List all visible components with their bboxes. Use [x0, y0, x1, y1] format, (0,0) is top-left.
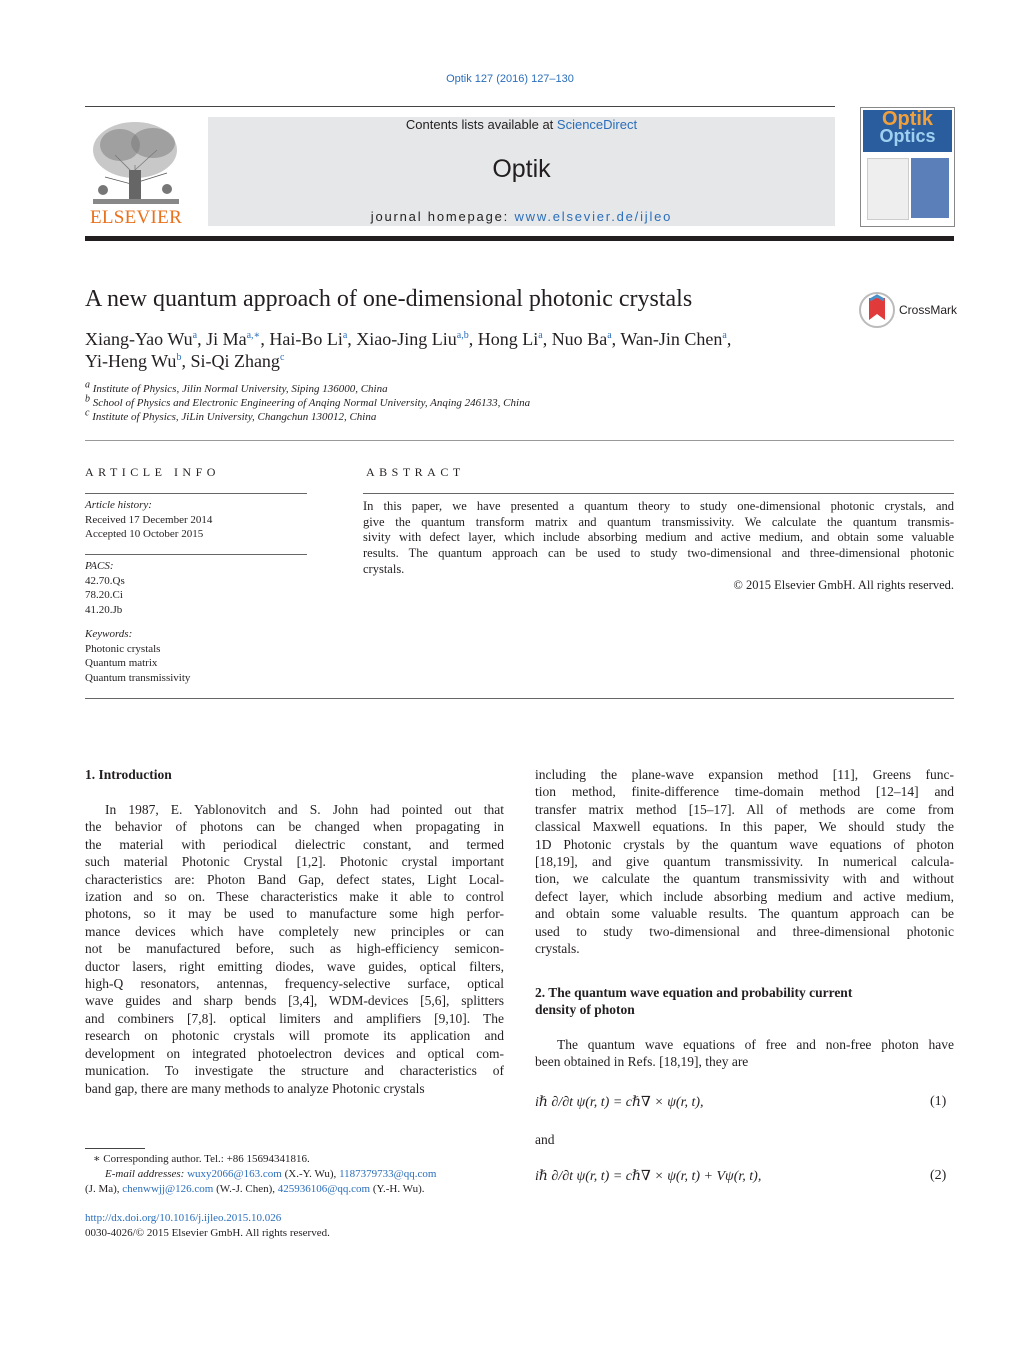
received-date: Received 17 December 2014	[85, 513, 213, 526]
abstract-line: results. The quantum approach can be used to study two-dimensional and three-dimensional photonic	[363, 546, 954, 561]
affiliation-sup: c	[85, 407, 90, 419]
doi-link[interactable]: http://dx.doi.org/10.1016/j.ijleo.2015.10.026	[85, 1212, 282, 1224]
text-line: tion method, finite-difference time-domain method [12–14] and	[535, 784, 954, 800]
affiliation	[85, 379, 388, 395]
abstract-line: sivity with defect layer, which include absorbing medium and active medium, and obtain some valuable	[363, 530, 954, 545]
sciencedirect-link[interactable]: ScienceDirect	[556, 117, 638, 132]
cover-blue-panel	[911, 158, 949, 218]
contents-line	[208, 117, 835, 132]
abstract-copyright: © 2015 Elsevier GmbH. All rights reserved.	[733, 577, 954, 592]
info-rule	[85, 493, 307, 494]
email-owner: (W.-J. Chen),	[216, 1183, 275, 1195]
email-label: E-mail addresses:	[105, 1168, 185, 1180]
article-title: A new quantum approach of one-dimensional photonic crystals	[85, 286, 693, 312]
journal-header-box	[208, 117, 835, 226]
equation-2-number: (2)	[930, 1168, 947, 1183]
keywords-block	[85, 627, 190, 685]
email-link[interactable]: wuxy2066@163.com	[187, 1168, 282, 1180]
author-sup[interactable]: a	[722, 330, 727, 341]
accepted-date: Accepted 10 October 2015	[85, 528, 204, 540]
journal-name: Optik	[492, 155, 551, 183]
pacs-label: PACS:	[85, 560, 114, 572]
sec2-line: The quantum wave equations of free and non-free photon have	[557, 1037, 954, 1052]
author-name: Si-Qi Zhang	[190, 351, 280, 371]
affiliation-text: Institute of Physics, Jilin Normal University, Siping 136000, China	[92, 383, 388, 395]
affiliation-text: School of Physics and Electronic Engineering of Anqing Normal University, Anqing 246133, China	[92, 397, 531, 409]
section-2-heading-line1: 2. The quantum wave equation and probability current	[535, 985, 853, 1000]
author-name: Wan-Jin Chen	[620, 329, 723, 349]
history-label: Article history:	[85, 499, 152, 511]
abstract-rule	[363, 493, 954, 494]
text-line: wave guides and sharp bends [3,4], WDM-devices [5,6], splitters	[85, 993, 504, 1009]
author-name: Xiang-Yao Wu	[85, 329, 193, 349]
affiliation-sup: b	[85, 393, 90, 405]
affiliation	[85, 393, 531, 409]
text-line: ductor lasers, right emitting diodes, wave guides, optical filters,	[85, 958, 504, 974]
text-line: defect layer, which include absorbing medium and active medium,	[535, 888, 954, 904]
text-line: such material Photonic Crystal [1,2]. Photonic crystal important	[85, 854, 504, 870]
crossmark-icon[interactable]	[858, 290, 896, 330]
author-sup[interactable]: c	[279, 352, 285, 363]
author-name: Xiao-Jing Liu	[356, 329, 457, 349]
text-line: 1D Photonic crystals by the quantum wave equations of photon	[535, 836, 954, 852]
corresponding-author: ∗ Corresponding author. Tel.: +86 15694341816.	[93, 1153, 310, 1165]
email-line-2	[85, 1182, 504, 1197]
info-rule	[85, 554, 307, 555]
keywords-label: Keywords:	[85, 628, 133, 640]
email-owner: (Y.-H. Wu).	[372, 1183, 425, 1195]
author-sup[interactable]: a,∗	[246, 330, 261, 341]
sec2-line: been obtained in Refs. [18,19], they are	[535, 1054, 749, 1070]
author-sup[interactable]: a	[192, 330, 198, 341]
article-history	[85, 498, 212, 542]
crossmark-label[interactable]: CrossMark	[899, 303, 958, 317]
text-line: In 1987, E. Yablonovitch and S. John had pointed out that	[105, 802, 504, 817]
doi-block	[85, 1211, 330, 1241]
affiliation-sup: a	[85, 379, 90, 391]
abstract-line: crystals.	[363, 561, 405, 576]
abstract-line: give the quantum transform matrix and quantum transmissivity. We calculate the quantum transmis-	[363, 514, 954, 529]
author-sup[interactable]: b	[176, 352, 182, 363]
email-link[interactable]: 1187379733@qq.com	[339, 1168, 437, 1180]
text-line: characteristics are: Photon Band Gap, defect states, Light Local-	[85, 871, 504, 887]
issn-line: 0030-4026/© 2015 Elsevier GmbH. All rights reserved.	[85, 1227, 330, 1239]
contents-prefix: Contents lists available at	[405, 117, 557, 132]
text-line: including the plane-wave expansion method [11], Greens func-	[535, 767, 954, 782]
footnotes	[85, 1152, 504, 1197]
keyword: Photonic crystals	[85, 642, 161, 655]
text-line: the behavior of photons can be changed when propagating in	[85, 819, 504, 835]
author-name: Yi-Heng Wu	[85, 351, 177, 371]
divider	[85, 698, 954, 699]
section-1-heading: 1. Introduction	[85, 767, 172, 782]
author-line-2: Yi-Heng Wu$^b$, Si-Qi Zhang$^c$	[85, 351, 285, 371]
email-owner: (X.-Y. Wu),	[284, 1168, 337, 1180]
abstract-line: In this paper, we have presented a quantum theory to study one-dimensional photonic crystals, and	[363, 499, 954, 513]
pacs-block	[85, 559, 125, 617]
author-sup[interactable]: a,b	[456, 330, 469, 341]
divider	[85, 440, 954, 441]
elsevier-wordmark: ELSEVIER	[89, 207, 183, 228]
author-sup[interactable]: a	[607, 330, 612, 341]
email-link[interactable]: 425936106@qq.com	[277, 1183, 371, 1195]
header-thick-rule	[85, 236, 954, 241]
email-line-1	[85, 1167, 504, 1182]
footnote-rule	[85, 1148, 145, 1149]
affiliation-text: Institute of Physics, JiLin University, Changchun 130012, China	[92, 411, 377, 423]
text-line: photons, so it may be used to manufacture some high perfor-	[85, 906, 504, 922]
text-line: used to study two-dimensional and three-dimensional photonic	[535, 923, 954, 939]
article-info-heading: ARTICLE INFO	[85, 465, 220, 479]
section-2-heading-line2: density of photon	[535, 1002, 635, 1017]
author-line-1: Xiang-Yao Wu$^a$, Ji $Ma^{a,∗}$, Hai-Bo Li$^a$, Xiao-Jing Liu$^{a,b}$, Hong Li$^a$, Nuo Ba$^a$, Wan-Jin Chen$^a$,	[85, 329, 732, 349]
cover-title-optik: Optik	[881, 108, 934, 130]
email-owner: (J. Ma),	[85, 1183, 120, 1195]
abstract-heading: ABSTRACT	[366, 465, 465, 479]
intro-paragraph	[85, 801, 504, 1097]
text-line: tion, we calculate the quantum transmissivity with and without	[535, 871, 954, 887]
pacs-code: 78.20.Ci	[85, 589, 123, 601]
journal-cover-image[interactable]	[860, 107, 955, 227]
section-2-paragraph	[535, 1036, 954, 1071]
header-rule	[85, 106, 835, 107]
equation-2: iℏ ∂/∂t ψ(r, t) = cℏ∇ × ψ(r, t) + Vψ(r, t),	[535, 1169, 762, 1184]
text-line: the material with periodical dielectric constant, and termed	[85, 836, 504, 852]
keyword: Quantum matrix	[85, 657, 158, 669]
author-name: Nuo Ba	[551, 329, 608, 349]
email-link[interactable]: chenwwjj@126.com	[122, 1183, 214, 1195]
author-name: Hai-Bo Li	[269, 329, 343, 349]
citation-link[interactable]: Optik 127 (2016) 127–130	[446, 73, 574, 85]
text-line: high-Q resonators, antennas, frequency-selective surface, optical	[85, 976, 504, 992]
author-sup[interactable]: a	[342, 330, 348, 341]
author-name: Hong Li	[477, 329, 539, 349]
pacs-code: 41.20.Jb	[85, 603, 123, 616]
affiliation	[85, 407, 377, 423]
homepage-link[interactable]: www.elsevier.de/ijleo	[514, 209, 673, 224]
journal-citation[interactable]	[0, 73, 1020, 85]
text-line: classical Maxwell equations. In this paper, We should study the	[535, 819, 954, 835]
homepage-line	[208, 209, 835, 224]
text-line: band gap, there are many methods to analyze Photonic crystals	[85, 1080, 425, 1096]
author-sup[interactable]: a	[538, 330, 543, 341]
text-line: research on photonic crystals will promote its application and	[85, 1028, 504, 1044]
text-line: development on integrated photoelectron devices and optical com-	[85, 1045, 504, 1061]
keyword: Quantum transmissivity	[85, 671, 191, 684]
homepage-prefix: journal homepage:	[370, 209, 515, 224]
intro-continued	[535, 766, 954, 957]
pacs-code: 42.70.Qs	[85, 574, 125, 587]
text-line: not be manufactured before, such as high-efficiency semicon-	[85, 941, 504, 957]
cover-text-block	[867, 158, 909, 220]
text-line: mance devices which have completely new principles or can	[85, 923, 504, 939]
text-line: and combiners [7,8]. optical limiters and amplifiers [9,10]. The	[85, 1010, 504, 1026]
author-name: Ji Ma	[206, 329, 247, 349]
equation-1: iℏ ∂/∂t ψ(r, t) = cℏ∇ × ψ(r, t),	[535, 1095, 704, 1110]
and-text: and	[535, 1132, 555, 1147]
text-line: transfer matrix method [15–17]. All of methods are come from	[535, 801, 954, 817]
text-line: and obtain some valuable results. The quantum approach can be	[535, 906, 954, 922]
text-line: ization and so on. These characteristics make it able to control	[85, 889, 504, 905]
text-line: crystals.	[535, 941, 580, 957]
cover-title-optics: Optics	[879, 126, 936, 146]
equation-1-number: (1)	[930, 1094, 947, 1109]
text-line: munication. To investigate the structure and characteristics of	[85, 1063, 504, 1079]
text-line: [18,19], and give quantum transmissivity. In numerical calcula-	[535, 854, 954, 870]
abstract-text	[363, 499, 954, 593]
